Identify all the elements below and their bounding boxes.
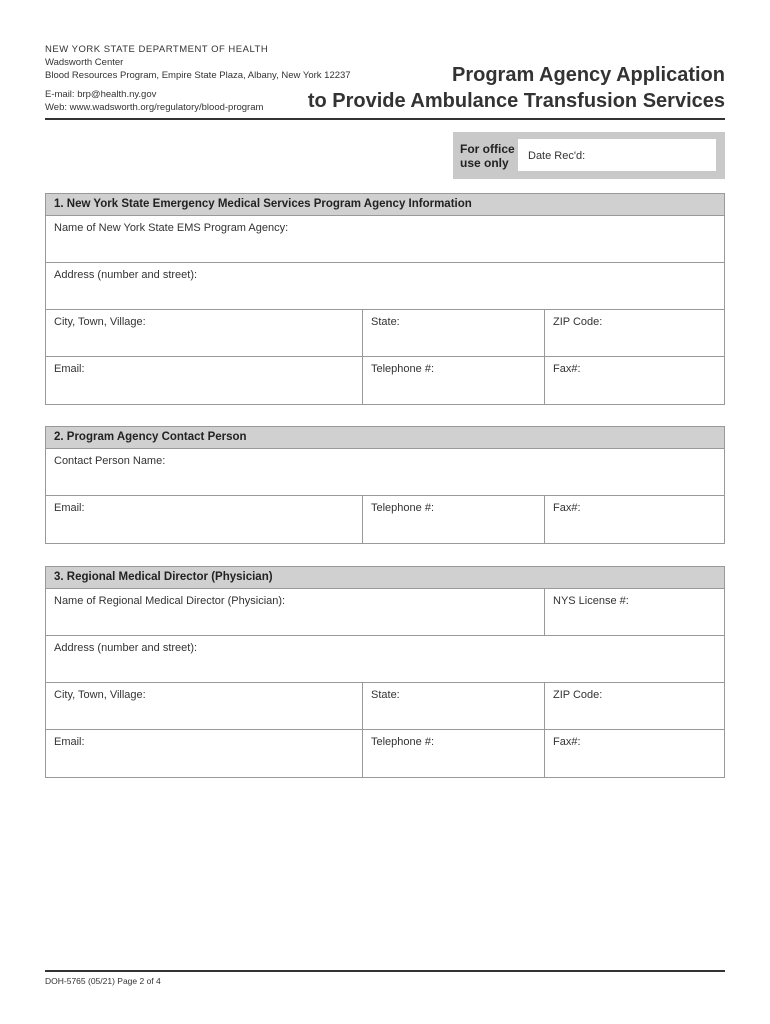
field-label: Telephone #: xyxy=(371,363,434,375)
form-title xyxy=(308,62,725,114)
date-received-field[interactable] xyxy=(518,139,716,171)
field-label: State: xyxy=(371,689,400,701)
field-label: Address (number and street): xyxy=(54,269,198,281)
field-label: Email: xyxy=(54,736,85,748)
program-address: Blood Resources Program, Empire State Plaza, Albany, New York 12237 xyxy=(45,70,351,81)
field-label: Fax#: xyxy=(553,502,581,514)
section-ems-agency-info xyxy=(45,193,725,405)
director-address-field[interactable] xyxy=(46,636,724,682)
field-label: Fax#: xyxy=(553,363,581,375)
section-contact-person xyxy=(45,426,725,544)
contact-email-field[interactable] xyxy=(46,496,362,543)
field-label: Fax#: xyxy=(553,736,581,748)
agency-name-field[interactable] xyxy=(46,216,724,262)
field-label: Email: xyxy=(54,363,85,375)
field-label: Telephone #: xyxy=(371,736,434,748)
agency-header xyxy=(45,43,351,114)
field-label: Email: xyxy=(54,502,85,514)
field-label: NYS License #: xyxy=(553,595,629,607)
field-label: Name of New York State EMS Program Agency: xyxy=(54,222,289,234)
form-title-line1: Program Agency Application xyxy=(451,64,725,86)
director-license-field[interactable] xyxy=(544,589,724,635)
field-label: State: xyxy=(371,316,400,328)
section-heading: 2. Program Agency Contact Person xyxy=(46,427,724,449)
office-use-label xyxy=(460,142,515,170)
agency-zip-field[interactable] xyxy=(544,310,724,356)
director-telephone-field[interactable] xyxy=(362,730,544,777)
director-email-field[interactable] xyxy=(46,730,362,777)
agency-fax-field[interactable] xyxy=(544,357,724,404)
date-received-label: Date Rec'd: xyxy=(528,150,586,162)
contact-web: Web: www.wadsworth.org/regulatory/blood-program xyxy=(45,102,264,113)
form-title-line2: to Provide Ambulance Transfusion Services xyxy=(307,90,725,112)
director-state-field[interactable] xyxy=(362,683,544,729)
office-use-label-line1: For office xyxy=(460,142,515,156)
section-regional-medical-director xyxy=(45,566,725,778)
field-label: City, Town, Village: xyxy=(54,316,146,328)
agency-email-field[interactable] xyxy=(46,357,362,404)
director-fax-field[interactable] xyxy=(544,730,724,777)
director-zip-field[interactable] xyxy=(544,683,724,729)
contact-email: E-mail: brp@health.ny.gov xyxy=(45,89,157,100)
department-name: NEW YORK STATE DEPARTMENT OF HEALTH xyxy=(45,44,269,55)
office-use-box xyxy=(453,132,725,179)
header-divider xyxy=(45,118,725,120)
field-label: City, Town, Village: xyxy=(54,689,146,701)
agency-city-field[interactable] xyxy=(46,310,362,356)
field-label: ZIP Code: xyxy=(553,689,603,701)
director-name-field[interactable] xyxy=(46,589,544,635)
field-label: Telephone #: xyxy=(371,502,434,514)
agency-state-field[interactable] xyxy=(362,310,544,356)
field-label: ZIP Code: xyxy=(553,316,603,328)
field-label: Name of Regional Medical Director (Physician): xyxy=(54,595,286,607)
center-name: Wadsworth Center xyxy=(45,57,124,68)
director-city-field[interactable] xyxy=(46,683,362,729)
footer-divider xyxy=(45,970,725,972)
form-id-page-number: DOH-5765 (05/21) Page 2 of 4 xyxy=(45,976,161,986)
field-label: Address (number and street): xyxy=(54,642,198,654)
contact-name-field[interactable] xyxy=(46,449,724,495)
contact-fax-field[interactable] xyxy=(544,496,724,543)
agency-telephone-field[interactable] xyxy=(362,357,544,404)
agency-address-field[interactable] xyxy=(46,263,724,309)
contact-telephone-field[interactable] xyxy=(362,496,544,543)
section-heading: 3. Regional Medical Director (Physician) xyxy=(46,567,724,589)
field-label: Contact Person Name: xyxy=(54,455,166,467)
office-use-label-line2: use only xyxy=(460,156,509,170)
section-heading: 1. New York State Emergency Medical Services Program Agency Information xyxy=(46,194,724,216)
